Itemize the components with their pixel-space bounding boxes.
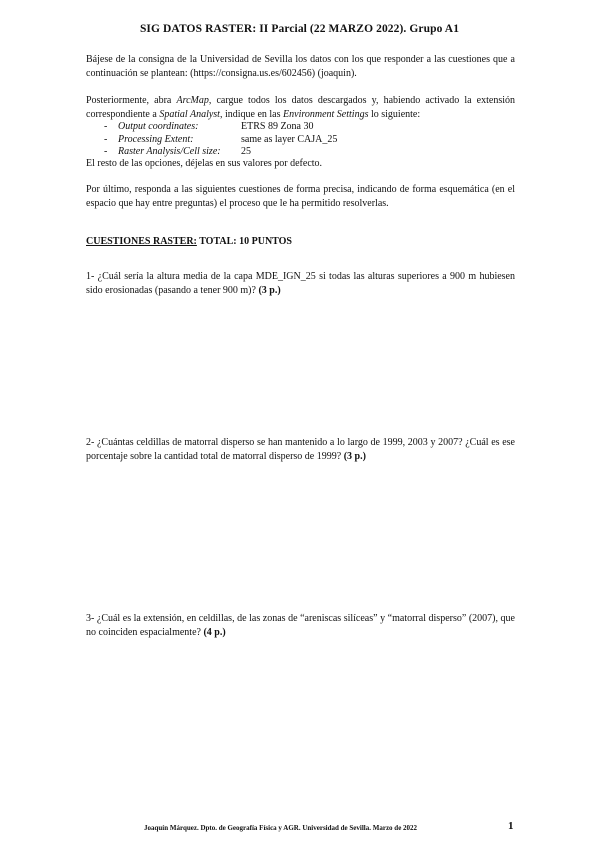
list-dash: - [104,121,108,132]
question-text: 2- ¿Cuántas celdillas de matorral disperso se han mantenido a lo largo de 1999, 2003 y 2007? ¿Cuál es ese porcentaje sobre la cantidad total de matorral disperso de 1999? [86,437,515,462]
arcmap-term: ArcMap [176,95,209,106]
environment-settings-term: Environment Settings [283,108,369,120]
settings-item [86,121,515,134]
setting-label: Processing Extent: [118,133,194,145]
question-3 [86,612,515,639]
settings-item [86,134,515,147]
intro-paragraph: Bájese de la consigna de la Universidad de Sevilla los datos con los que responder a las cuestiones que a continuación se plantean: (https://consigna.us.es/602456) (joaquin). [86,54,515,79]
section-heading [86,236,292,247]
instructions-paragraph [86,94,515,121]
question-text: 1- ¿Cuál sería la altura media de la capa MDE_IGN_25 si todas las alturas superiores a 900 m hubiesen sido erosionadas (pasando a tener 900 m)? [86,271,515,296]
setting-label: Output coordinates: [118,121,199,132]
list-dash: - [104,133,108,145]
question-1 [86,270,515,297]
page-title: SIG DATOS RASTER: II Parcial (22 MARZO 2022). Grupo A1 [139,23,460,35]
section-heading-label: CUESTIONES RASTER: [86,236,197,247]
defaults-note: El resto de las opciones, déjelas en sus valores por defecto. [86,158,323,169]
list-dash: - [104,146,108,157]
setting-value: ETRS 89 Zona 30 [241,121,314,132]
question-2 [86,436,515,463]
instructions-text-mid1: , cargue todos los datos descargados y, habiendo activado la extensión correspondiente a [86,95,515,120]
spatial-analyst-term: Spatial Analyst [159,108,220,120]
question-text: 3- ¿Cuál es la extensión, en celdillas, de las zonas de “areniscas silíceas” y “matorral disperso” (2007), que no coinciden espacialmente? [86,613,515,638]
page-number: 1 [508,820,514,832]
setting-label: Raster Analysis/Cell size: [118,146,221,157]
question-points: (4 p.) [203,626,226,638]
settings-list [86,121,515,159]
closing-paragraph: Por último, responda a las siguientes cuestiones de forma precisa, indicando de forma esquemática (en el espacio que hay entre preguntas) el proceso que le ha permitido resolverlas. [86,184,515,209]
page-footer: Joaquín Márquez. Dpto. de Geografía Física y AGR. Universidad de Sevilla. Marzo de 2022 [144,824,418,832]
setting-value: 25 [241,146,251,157]
instructions-text-end: lo siguiente: [368,108,421,120]
section-total: TOTAL: 10 PUNTOS [196,236,292,247]
question-points: (3 p.) [258,284,281,296]
instructions-text-mid2: , indique en las [219,108,284,120]
setting-value: same as layer CAJA_25 [241,133,338,145]
question-points: (3 p.) [343,450,366,462]
instructions-text-start: Posteriormente, abra [86,95,177,106]
